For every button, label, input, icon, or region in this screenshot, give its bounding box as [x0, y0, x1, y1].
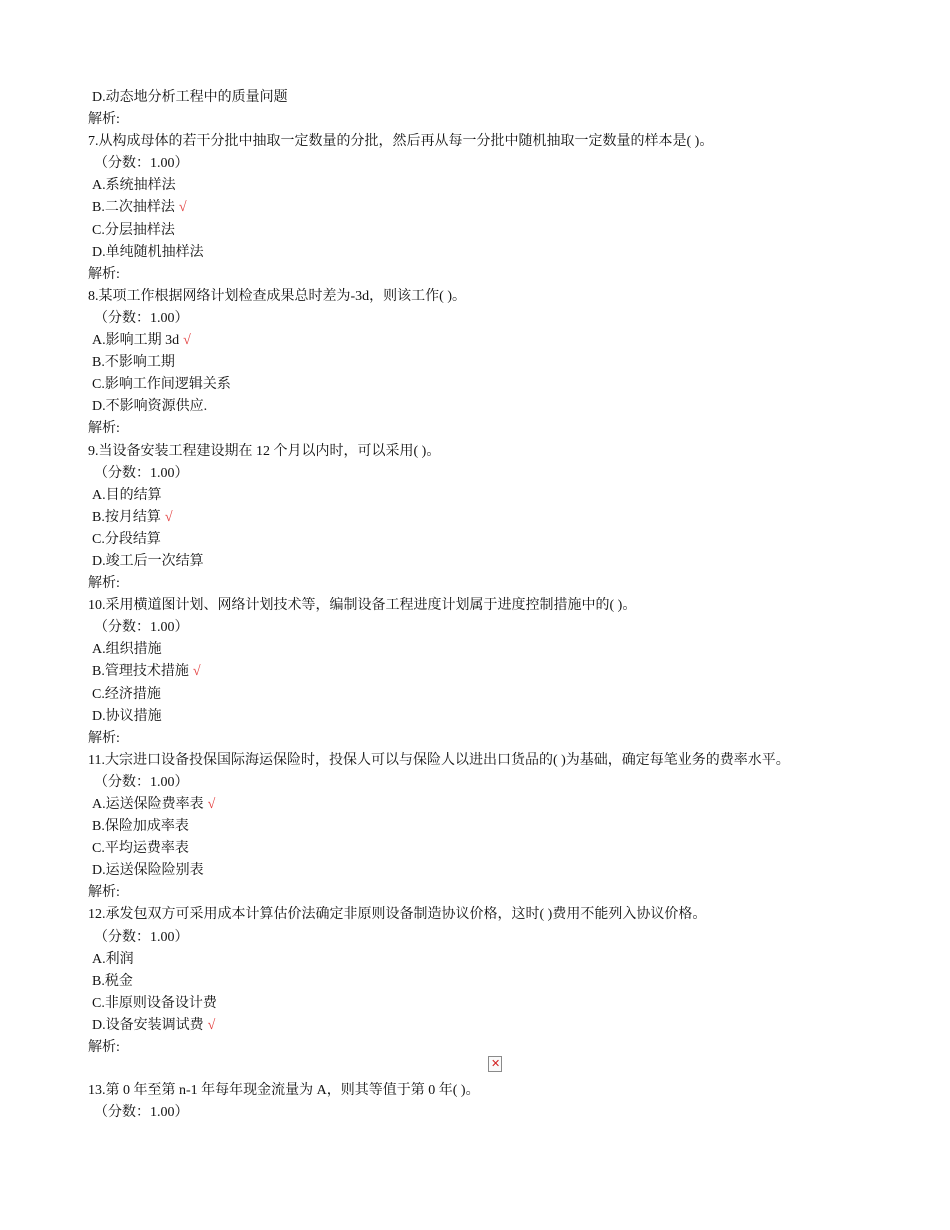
correct-check-icon: √: [164, 509, 173, 525]
analysis-label: 解析:: [88, 421, 120, 437]
question-score: （分数：1.00）: [94, 465, 189, 481]
analysis-label: 解析:: [88, 576, 120, 592]
option-b: B.按月结算 √: [92, 509, 173, 525]
broken-image-icon: ✕: [488, 1056, 502, 1072]
correct-check-icon: √: [207, 797, 216, 812]
question-stem: 13.第 0 年至第 n-1 年每年现金流量为 A，则其等值于第 0 年( )。: [88, 1083, 480, 1099]
exam-document: [88, 87, 928, 1124]
question-score: （分数：1.00）: [94, 929, 189, 945]
option-b: B.税金: [92, 973, 133, 989]
analysis-label: 解析:: [88, 112, 120, 128]
correct-check-icon: √: [183, 333, 191, 349]
option-b: B.不影响工期: [92, 355, 175, 371]
question-stem: 7.从构成母体的若干分批中抽取一定数量的分批，然后再从每一分批中随机抽取一定数量的样本是( )。: [88, 134, 714, 150]
option-d: D.设备安装调试费 √: [92, 1017, 216, 1033]
prev-question-option-d: D.动态地分析工程中的质量问题: [92, 90, 288, 105]
option-a: A.影响工期 3d √: [92, 333, 191, 349]
option-c: C.分段结算: [92, 531, 161, 547]
analysis-label: 解析:: [88, 730, 120, 746]
option-b: B.管理技术措施 √: [92, 664, 201, 680]
option-d: D.不影响资源供应.: [92, 399, 208, 415]
option-d: D.协议措施: [92, 708, 162, 724]
question-11: [88, 750, 928, 905]
correct-check-icon: √: [178, 200, 187, 216]
option-c: C.影响工作间逻辑关系: [92, 377, 231, 393]
question-stem: 10.采用横道图计划、网络计划技术等，编制设备工程进度计划属于进度控制措施中的( )。: [88, 598, 637, 614]
option-b: B.保险加成率表: [92, 819, 189, 835]
option-a: A.组织措施: [92, 642, 162, 658]
option-c: C.分层抽样法: [92, 222, 175, 238]
correct-check-icon: √: [192, 664, 201, 680]
question-score: （分数：1.00）: [94, 1105, 189, 1121]
option-a: A.利润: [92, 951, 134, 967]
option-d: D.单纯随机抽样法: [92, 244, 204, 260]
question-stem: 11.大宗进口设备投保国际海运保险时，投保人可以与保险人以进出口货品的( )为基础，确定每笔业务的费率水平。: [88, 752, 790, 768]
question-score: （分数：1.00）: [94, 774, 189, 790]
option-d: D.运送保险险别表: [92, 863, 204, 879]
question-stem: 12.承发包双方可采用成本计算估价法确定非原则设备制造协议价格，这时( )费用不能列入协议价格。: [88, 907, 707, 923]
option-c: C.经济措施: [92, 686, 161, 702]
option-c: C.非原则设备设计费: [92, 995, 217, 1011]
option-d: D.竣工后一次结算: [92, 553, 204, 569]
question-stem: 9.当设备安装工程建设期在 12 个月以内时，可以采用( )。: [88, 443, 441, 459]
correct-check-icon: √: [207, 1017, 216, 1033]
question-13: [88, 1057, 928, 1124]
question-stem: 8.某项工作根据网络计划检查成果总时差为-3d，则该工作( )。: [88, 288, 466, 304]
analysis-label: 解析:: [88, 266, 120, 282]
question-9: [88, 441, 928, 596]
option-b: B.二次抽样法 √: [92, 200, 187, 216]
question-7: [88, 131, 928, 286]
analysis-label: 解析:: [88, 885, 120, 901]
question-8: [88, 286, 928, 441]
question-score: （分数：1.00）: [94, 620, 189, 636]
question-12: [88, 904, 928, 1059]
option-a: A.目的结算: [92, 487, 162, 503]
option-c: C.平均运费率表: [92, 841, 189, 857]
question-10: [88, 595, 928, 750]
analysis-label: 解析:: [88, 1040, 120, 1056]
option-a: A.系统抽样法: [92, 178, 176, 194]
question-score: （分数：1.00）: [94, 310, 189, 326]
option-a: A.运送保险费率表 √: [92, 797, 216, 812]
question-score: （分数：1.00）: [94, 156, 189, 172]
